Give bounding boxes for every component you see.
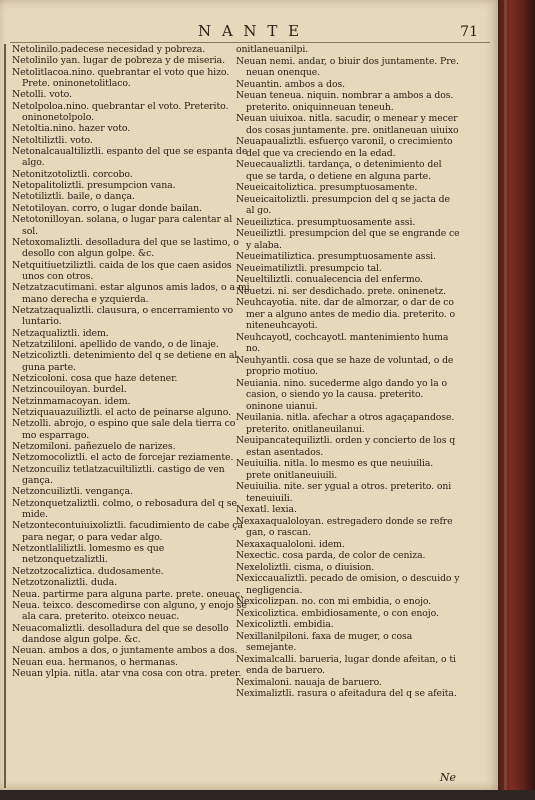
dictionary-entry: Neuhcayotia. nite. dar de almorzar, o dar de co mer a alguno antes de medio dia. preterito. o niteneuhcayoti.	[236, 297, 456, 331]
dictionary-entry: Nexatl. lexia.	[236, 504, 297, 515]
dictionary-entry: Netolinilo.padecese necesidad y pobreza.	[12, 44, 206, 55]
dictionary-entry: Neueiliztica. presumptuosamente assi.	[236, 216, 416, 228]
dictionary-entry: Netzaqualiztli. idem.	[12, 327, 109, 339]
dictionary-entry: Neueltiliztli. conualecencia del enfermo.	[236, 274, 423, 285]
dictionary-entry: Neuecaualiztli. tardança, o detenimiento del que se tarda, o detiene en alguna parte.	[236, 159, 442, 182]
dictionary-entry: Neuhyantli. cosa que se haze de voluntad, o de proprio motiuo.	[236, 354, 454, 377]
dictionary-entry: Netoltia.nino. hazer voto.	[12, 123, 131, 135]
dictionary-entry: Neuiuilia. nitla. lo mesmo es que neuiuilia. prete onitlaneuiuili.	[236, 458, 434, 481]
dictionary-entry: Netzinmamacoyan. idem.	[12, 395, 131, 407]
dictionary-entry: Netzoncuiliztli. vengança.	[12, 486, 133, 498]
dictionary-entry: Nexeloliztli. cisma, o diuision.	[236, 561, 375, 573]
dictionary-entry: Neuapaualiztli. esfuerço varonil, o crecimiento del que va creciendo en la edad.	[236, 136, 453, 159]
dictionary-entry: Neuan nemi. andar, o biuir dos juntamente. Pre. neuan onenque.	[236, 55, 459, 78]
page-number: 71	[460, 24, 478, 40]
dictionary-entry: Netzicoliztli. detenimiento del q se detiene en al guna parte.	[12, 350, 238, 373]
catchword: Ne	[439, 771, 456, 784]
dictionary-entry: Neueimatiliztica. presumptuosamente assi.	[236, 251, 436, 262]
dictionary-entry: Neuetzi. ni. ser desdichado. prete. oninenetz.	[236, 285, 446, 297]
dictionary-entry: Neuan ylpia. nitla. atar vna cosa con otra. preter.	[12, 667, 242, 679]
dictionary-entry: Neuan teneua. niquin. nombrar a ambos a dos. preterito. oniquinneuan teneuh.	[236, 90, 454, 113]
dictionary-entry: Neueicaitoliztli. presumpcion del q se jacta de al go.	[236, 193, 450, 216]
dictionary-entry: Netotiloyan. corro, o lugar donde bailan.	[12, 202, 202, 214]
dictionary-entry: Neuilania. nitla. afechar a otros agaçapandose. preterito. onitlaneuilanui.	[236, 412, 455, 435]
dictionary-entry: Netzoncuiliz tetlatzacuiltiliztli. castigo de ven gança.	[12, 463, 225, 487]
dictionary-entry: onitlaneuanilpi.	[236, 44, 309, 55]
dictionary-entry: Netonalcaualtiliztli. espanto del que se espanta de algo.	[12, 146, 248, 169]
dictionary-entry: Neua. teixco. descomedirse con alguno, y enojo se ala cara. preterito. oteixco neuac.	[12, 599, 247, 623]
dictionary-entry: Netzicoloni. cosa que haze detener.	[12, 372, 178, 384]
right-column	[236, 44, 460, 788]
dictionary-entry: Neuantin. ambos a dos.	[236, 78, 345, 90]
dictionary-entry: Neuiania. nino. sucederme algo dando yo la o casion, o siendo yo la causa. preterito. oninone uianui.	[236, 377, 447, 412]
dictionary-entry: Netzonquetzaliztli. colmo, o rebosadura del q se mide.	[12, 497, 237, 521]
dictionary-entry: Neueiliztli. presumpcion del que se engrande ce y alaba.	[236, 228, 460, 251]
dictionary-entry: Netquitiuetziliztli. caida de los que caen asidos unos con otros.	[12, 259, 232, 282]
dictionary-entry: Neueimatiliztli. presumpcio tal.	[236, 262, 382, 274]
dictionary-entry: Netolli. voto.	[12, 89, 72, 101]
dictionary-entry: Netolpoloa.nino. quebrantar el voto. Preterito. oninonetolpolo.	[12, 100, 229, 124]
dictionary-entry: Netziquauazuiliztli. el acto de peinarse alguno.	[12, 407, 231, 418]
page-header	[10, 22, 490, 43]
bottom-strip	[0, 790, 535, 800]
dictionary-entry: Netzontecontuiuixoliztli. facudimiento de cabe ça para negar, o para vedar algo.	[12, 520, 243, 543]
running-head: N A N T E	[197, 22, 303, 40]
dictionary-entry: Neuan. ambos a dos, o juntamente ambos a dos.	[12, 645, 238, 657]
dictionary-entry: Netzomocoliztli. el acto de forcejar reziamente.	[12, 452, 234, 464]
dictionary-entry: Netzontlaliliztli. lomesmo es que netzonquetzaliztli.	[12, 543, 165, 566]
dictionary-entry: Netolinilo yan. lugar de pobreza y de miseria.	[12, 55, 226, 67]
dictionary-entry: Netonitzotoliztli. corcobo.	[12, 168, 133, 180]
dictionary-entry: Netzatzililoni. apellido de vando, o de linaje.	[12, 338, 219, 350]
dictionary-entry: Netzotzocaliztica. dudosamente.	[12, 565, 164, 577]
dictionary-entry: Nexicoliztica. embidiosamente, o con enojo.	[236, 607, 439, 619]
dictionary-entry: Neuan eua. hermanos, o hermanas.	[12, 656, 178, 668]
dictionary-entry: Neximaloni. nauaja de baruero.	[236, 676, 382, 688]
dictionary-entry: Netzatzacutimani. estar algunos amis lados, o a mi mano derecha e yzquierda.	[12, 282, 250, 305]
dictionary-entry: Netolitlacoa.nino. quebrantar el voto que hizo. Prete. oninonetolitlaco.	[12, 66, 230, 90]
dictionary-entry: Netzincouiloyan. burdel.	[12, 384, 127, 396]
dictionary-entry: Neuhcayotl, cochcayotl. mantenimiento huma no.	[236, 331, 449, 354]
dictionary-entry: Neua. partirme para alguna parte. prete. oneuac.	[12, 588, 243, 600]
dictionary-entry: Netoltiliztli. voto.	[12, 134, 93, 146]
dictionary-entry: Neuipancatequiliztli. orden y concierto de los q estan asentados.	[236, 435, 456, 458]
dictionary-entry: Neueicaitoliztica. presumptuosamente.	[236, 182, 418, 193]
dictionary-entry: Netotiliztli. baile, o dança.	[12, 191, 135, 203]
dictionary-entry: Neximalcalli. barueria, lugar donde afeitan, o ti enda de baruero.	[236, 653, 456, 676]
dictionary-entry: Nexiccaualiztli. pecado de omision, o descuido y negligencia.	[236, 573, 460, 596]
dictionary-entry: Nexicoliztli. embidia.	[236, 619, 334, 630]
dictionary-entry: Netzatzaqualiztli. clausura, o encerramiento vo luntario.	[12, 304, 234, 328]
dictionary-entry: Neuiuilia. nite. ser ygual a otros. preterito. oni teneuiuili.	[236, 481, 452, 504]
dictionary-entry: Neuacomaliztli. desolladura del que se desollo dandose algun golpe. &c.	[12, 622, 229, 645]
dictionary-entry: Nexaxaqualoloyan. estregadero donde se refre gan, o rascan.	[236, 515, 453, 538]
dictionary-entry: Netotonilloyan. solana, o lugar para calentar al sol.	[12, 214, 233, 237]
dictionary-entry: Netzolli. abrojo, o espino que sale dela tierra co mo esparrago.	[12, 418, 236, 441]
dictionary-entry: Nexectic. cosa parda, de color de ceniza.	[236, 550, 426, 561]
dictionary-entry: Netzomiloni. pañezuelo de narizes.	[12, 441, 176, 453]
dictionary-entry: Netzotzonaliztli. duda.	[12, 577, 118, 589]
dictionary-entry: Neximaliztli. rasura o afeitadura del q se afeita.	[236, 688, 457, 699]
book-cover-edge	[498, 0, 535, 800]
dictionary-entry: Nexillanilpiloni. faxa de muger, o cosa semejante.	[236, 630, 413, 653]
dictionary-entry: Netoxomaliztli. desolladura del que se lastimo, o desollo con algun golpe. &c.	[12, 236, 239, 260]
left-column	[4, 44, 250, 788]
dictionary-entry: Neuan uiuixoa. nitla. sacudir, o menear y mecer dos cosas juntamente. pre. onitlaneuan uiuixo	[236, 113, 459, 136]
dictionary-entry: Nexaxaqualoloni. idem.	[236, 538, 345, 550]
dictionary-entry: Netopalitoliztli. presumpcion vana.	[12, 180, 176, 192]
dictionary-entry: Nexicolizpan. no. con mi embidia, o enojo.	[236, 596, 432, 607]
